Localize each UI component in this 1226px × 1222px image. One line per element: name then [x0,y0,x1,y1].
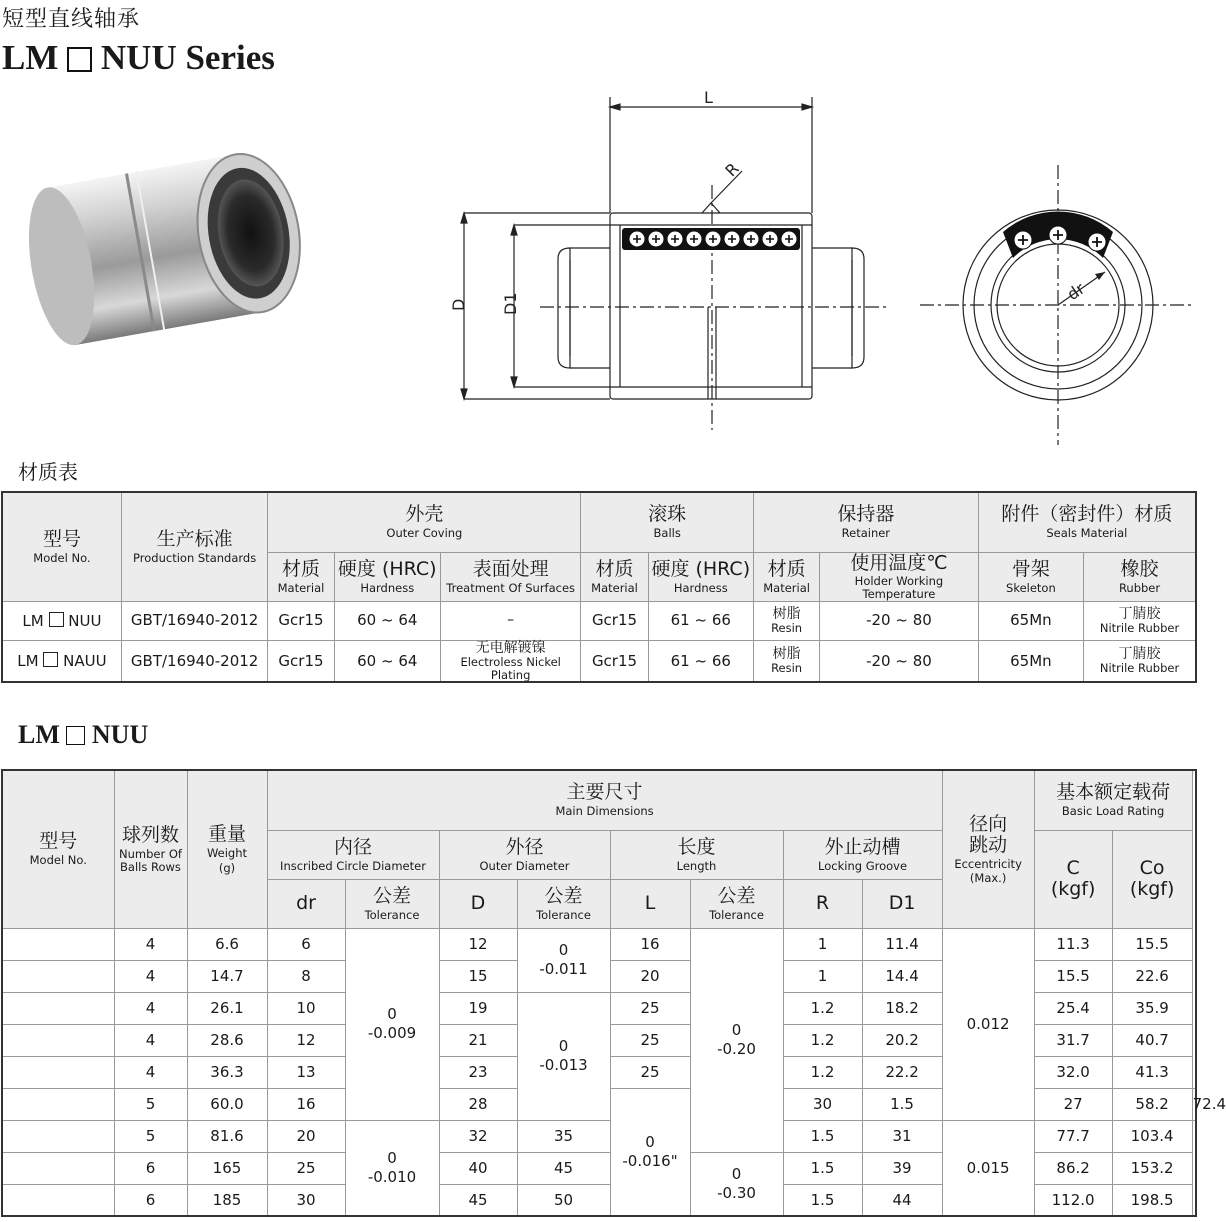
D-cell: 19 [439,992,517,1024]
dr-cell: 30 [267,1184,345,1216]
material-table [1,491,1197,683]
temperature-cell: -20 ~ 80 [820,601,979,640]
L-cell: 30 [783,1088,862,1120]
R-cell: 1 [783,928,862,960]
outer-hardness-cell: 60 ~ 64 [334,640,440,682]
header-length: 长度 Length [610,830,783,879]
C-cell: 58.2 [1112,1088,1192,1120]
square-placeholder-icon [67,47,92,72]
balls-cell: 4 [114,928,187,960]
R-cell: 1 [783,960,862,992]
header-retainer: 保持器 Retainer [753,492,978,552]
header-standards: 生产标准 Production Standards [121,492,267,601]
header-outer-hardness: 硬度 (HRC) Hardness [334,552,440,601]
header-Co: Co (kgf) [1112,830,1192,928]
header-D-tol: 公差 Tolerance [517,879,610,928]
D-tolerance-cell: 0 -0.011 [517,928,610,992]
D-cell: 45 [439,1184,517,1216]
D1-cell: 22.2 [862,1056,942,1088]
eccentricity-cell: 0.012 [942,928,1034,1120]
L-tolerance-cell: 0 -0.20 [690,928,783,1152]
header-surface: 表面处理 Treatment Of Surfaces [440,552,580,601]
skeleton-cell: 65Mn [978,640,1083,682]
surface-cell: 无电解镀镍 Electroless Nickel Plating [440,640,580,682]
weight-cell: 26.1 [187,992,267,1024]
D1-cell: 44 [862,1184,942,1216]
balls-cell: 4 [114,960,187,992]
D1-cell: 18.2 [862,992,942,1024]
L-cell: 20 [610,960,690,992]
label-R: R [721,159,743,181]
eccentricity-cell: 0.015 [942,1120,1034,1216]
C-cell: 86.2 [1034,1152,1112,1184]
C-cell: 25.4 [1034,992,1112,1024]
model-cell [2,1024,114,1056]
D-cell: 32 [439,1120,517,1152]
weight-cell: 6.6 [187,928,267,960]
standard-cell: GBT/16940-2012 [121,601,267,640]
D-cell: 40 [439,1152,517,1184]
dr-cell: 8 [267,960,345,992]
dims-subtitle: LM NUU [18,720,149,749]
weight-cell: 165 [187,1152,267,1184]
model-cell [2,928,114,960]
L-cell: 16 [610,928,690,960]
L-cell: 35 [517,1120,610,1152]
Co-cell: 35.9 [1112,992,1192,1024]
header-D: D [439,879,517,928]
D1-cell: 11.4 [862,928,942,960]
Co-cell: 103.4 [1112,1120,1192,1152]
D1-cell: 20.2 [862,1024,942,1056]
model-cell [2,1056,114,1088]
balls-cell: 4 [114,1056,187,1088]
square-placeholder-icon [66,726,85,745]
balls-cell: 4 [114,992,187,1024]
dr-cell: 20 [267,1120,345,1152]
square-placeholder-icon [49,612,64,627]
balls-cell: 6 [114,1184,187,1216]
dr-cell: 16 [267,1088,345,1120]
dr-cell: 6 [267,928,345,960]
C-cell: 112.0 [1034,1184,1112,1216]
label-L: L [704,88,713,107]
header-groove: 外止动槽 Locking Groove [783,830,942,879]
header-L-tol: 公差 Tolerance [690,879,783,928]
front-view-drawing [915,160,1200,450]
series-title: LM NUU Series [2,38,275,77]
label-D: D [449,298,468,311]
C-cell: 11.3 [1034,928,1112,960]
R-cell: 1.5 [783,1184,862,1216]
D1-cell: 31 [862,1120,942,1152]
R-cell: 1.5 [862,1088,942,1120]
retainer-cell: 树脂 Resin [753,601,819,640]
side-view-drawing [430,85,900,435]
header-outer: 外壳 Outer Coving [268,492,581,552]
dr-cell: 12 [267,1024,345,1056]
header-D1: D1 [862,879,942,928]
outer-hardness-cell: 60 ~ 64 [334,601,440,640]
dr-cell: 25 [267,1152,345,1184]
R-cell: 1.5 [783,1120,862,1152]
weight-cell: 36.3 [187,1056,267,1088]
material-table-caption: 材质表 [18,460,78,484]
Co-cell: 72.4 [1192,1088,1196,1120]
header-C: C (kgf) [1034,830,1112,928]
header-dr-tol: 公差 Tolerance [345,879,439,928]
square-placeholder-icon [43,652,58,667]
header-seals: 附件（密封件）材质 Seals Material [978,492,1196,552]
model-cell [2,1152,114,1184]
Co-cell: 15.5 [1112,928,1192,960]
model-cell [2,960,114,992]
title-cn: 短型直线轴承 [2,7,141,32]
ball-hardness-cell: 61 ~ 66 [648,640,753,682]
header-load-rating: 基本额定载荷 Basic Load Rating [1034,770,1192,830]
header-main-dims: 主要尺寸 Main Dimensions [267,770,942,830]
table-row [2,640,1196,682]
D1-cell: 39 [862,1152,942,1184]
surface-cell: – [440,601,580,640]
balls-cell: 4 [114,1024,187,1056]
Co-cell: 22.6 [1112,960,1192,992]
L-cell: 25 [610,1056,690,1088]
L-cell: 45 [517,1152,610,1184]
L-tolerance-cell: 0 -0.30 [690,1152,783,1216]
weight-cell: 81.6 [187,1120,267,1152]
label-dr: dr [1063,278,1089,305]
table-row [2,601,1196,640]
rubber-cell: 丁腈胶 Nitrile Rubber [1084,640,1196,682]
Co-cell: 198.5 [1112,1184,1192,1216]
D1-cell: 27 [1034,1088,1112,1120]
dr-tolerance-cell: 0 -0.010 [345,1120,439,1216]
weight-cell: 28.6 [187,1024,267,1056]
rubber-cell: 丁腈胶 Nitrile Rubber [1084,601,1196,640]
header-rubber: 橡胶 Rubber [1084,552,1196,601]
model-cell [2,1120,114,1152]
header-retainer-material: 材质 Material [753,552,819,601]
retainer-cell: 树脂 Resin [753,640,819,682]
header-model: 型号 Model No. [2,770,114,928]
header-outer-material: 材质 Material [268,552,334,601]
Co-cell: 40.7 [1112,1024,1192,1056]
ball-hardness-cell: 61 ~ 66 [648,601,753,640]
model-cell [2,992,114,1024]
model-cell [2,1088,114,1120]
balls-cell: 5 [114,1120,187,1152]
weight-cell: 14.7 [187,960,267,992]
table-row [2,1120,1196,1152]
L-cell: 25 [610,1024,690,1056]
header-dr: dr [267,879,345,928]
header-weight: 重量 Weight (g) [187,770,267,928]
Co-cell: 153.2 [1112,1152,1192,1184]
Co-cell: 41.3 [1112,1056,1192,1088]
dr-cell: 13 [267,1056,345,1088]
header-temperature: 使用温度℃ Holder Working Temperature [820,552,979,601]
D-cell: 12 [439,928,517,960]
header-eccentricity: 径向 跳动 Eccentricity (Max.) [942,770,1034,928]
header-outer-dia: 外径 Outer Diameter [439,830,610,879]
R-cell: 1.5 [783,1152,862,1184]
ball-material-cell: Gcr15 [581,601,648,640]
skeleton-cell: 65Mn [978,601,1083,640]
header-L: L [610,879,690,928]
model-cell [2,1184,114,1216]
L-cell: 25 [610,992,690,1024]
model-cell: LM NAUU [2,640,121,682]
D-tolerance-cell: 0 -0.013 [517,992,610,1120]
header-balls: 滚珠 Balls [581,492,754,552]
D-cell: 23 [439,1056,517,1088]
header-R: R [783,879,862,928]
D-cell: 15 [439,960,517,992]
C-cell: 31.7 [1034,1024,1112,1056]
bearing-photo [20,128,310,368]
R-cell: 1.2 [783,1056,862,1088]
temperature-cell: -20 ~ 80 [820,640,979,682]
dr-cell: 10 [267,992,345,1024]
D-cell: 28 [439,1088,517,1120]
header-balls-rows: 球列数 Number Of Balls Rows [114,770,187,928]
ball-material-cell: Gcr15 [581,640,648,682]
D-tolerance-cell: 0 -0.016" [610,1088,690,1216]
R-cell: 1.2 [783,992,862,1024]
C-cell: 77.7 [1034,1120,1112,1152]
weight-cell: 185 [187,1184,267,1216]
balls-cell: 5 [114,1088,187,1120]
C-cell: 15.5 [1034,960,1112,992]
table-row [2,928,1196,960]
C-cell: 32.0 [1034,1056,1112,1088]
model-cell: LM NUU [2,601,121,640]
dimensions-table [1,769,1226,1217]
header-ball-hardness: 硬度 (HRC) Hardness [648,552,753,601]
D1-cell: 14.4 [862,960,942,992]
weight-cell: 60.0 [187,1088,267,1120]
label-D1: D1 [501,292,520,315]
outer-material-cell: Gcr15 [268,640,334,682]
balls-cell: 6 [114,1152,187,1184]
D-cell: 21 [439,1024,517,1056]
header-ball-material: 材质 Material [581,552,648,601]
R-cell: 1.2 [783,1024,862,1056]
L-cell: 50 [517,1184,610,1216]
dr-tolerance-cell: 0 -0.009 [345,928,439,1120]
header-skeleton: 骨架 Skeleton [978,552,1083,601]
outer-material-cell: Gcr15 [268,601,334,640]
standard-cell: GBT/16940-2012 [121,640,267,682]
header-inner-dia: 内径 Inscribed Circle Diameter [267,830,439,879]
header-model: 型号 Model No. [2,492,121,601]
